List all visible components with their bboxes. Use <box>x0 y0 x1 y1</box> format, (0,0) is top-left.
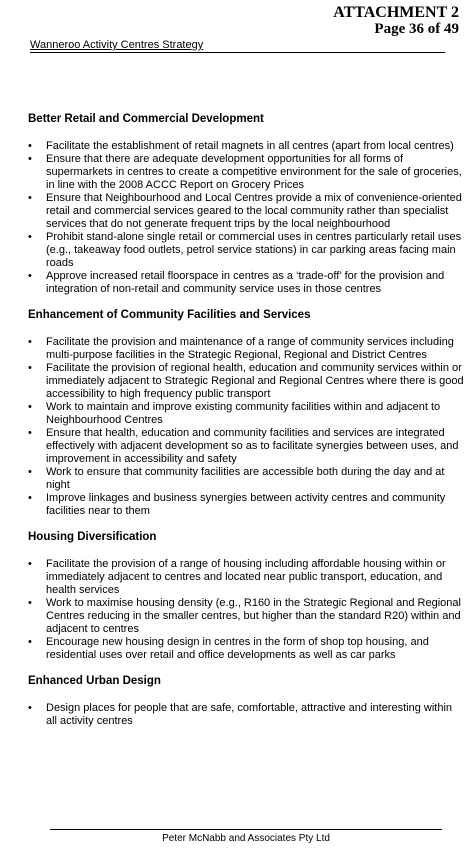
footer-text: Peter McNabb and Associates Pty Ltd <box>162 833 330 844</box>
page-header <box>30 38 445 53</box>
section-urban-design <box>28 674 466 728</box>
list-item: • Ensure that health, education and community facilities and services are integrated effectively with adjacent development so as to facilitate synergies between uses, and improvement in accessibility and safety <box>28 427 466 466</box>
bullet-list <box>28 140 466 296</box>
list-item: • Work to ensure that community facilities are accessible both during the day and at night <box>28 466 466 492</box>
section-heading: Housing Diversification <box>28 531 157 543</box>
list-item: • Work to maintain and improve existing community facilities within and adjacent to Neighbourhood Centres <box>28 401 466 427</box>
list-item: • Ensure that there are adequate development opportunities for all forms of supermarkets in centres to create a competitive environment for the sale of groceries, in line with the 2008 ACCC Report on Grocery Prices <box>28 153 466 192</box>
list-item: • Design places for people that are safe, comfortable, attractive and interesting within all activity centres <box>28 702 466 728</box>
attachment-stamp <box>333 4 459 38</box>
section-heading: Enhanced Urban Design <box>28 675 161 687</box>
section-community <box>28 308 466 518</box>
list-item: • Work to maximise housing density (e.g., R160 in the Strategic Regional and Regional Centres reducing in the smaller centres, but higher than the standard R20) within and adjacent to centres <box>28 597 466 636</box>
document-body <box>28 112 466 740</box>
section-heading: Better Retail and Commercial Development <box>28 113 264 125</box>
list-item: • Facilitate the establishment of retail magnets in all centres (apart from local centres) <box>28 140 466 153</box>
list-item: • Encourage new housing design in centres in the form of shop top housing, and residential uses over retail and office developments as well as car parks <box>28 636 466 662</box>
list-item: • Improve linkages and business synergies between activity centres and community facilities near to them <box>28 492 466 518</box>
list-item: • Facilitate the provision and maintenance of a range of community services including multi-purpose facilities in the Strategic Regional, Regional and District Centres <box>28 336 466 362</box>
section-retail <box>28 112 466 296</box>
list-item: • Approve increased retail floorspace in centres as a ‘trade-off’ for the provision and integration of non-retail and community service uses in those centres <box>28 270 466 296</box>
bullet-list <box>28 558 466 662</box>
attachment-title: ATTACHMENT 2 <box>333 4 459 21</box>
list-item: • Ensure that Neighbourhood and Local Centres provide a mix of convenience-oriented retail and commercial services geared to the local community rather than specialist services that do not generate frequent trips by the local neighbourhood <box>28 192 466 231</box>
bullet-list <box>28 336 466 518</box>
section-housing <box>28 530 466 662</box>
page-counter: Page 36 of 49 <box>374 21 459 37</box>
section-heading: Enhancement of Community Facilities and Services <box>28 309 311 321</box>
bullet-list <box>28 702 466 728</box>
list-item: • Facilitate the provision of a range of housing including affordable housing within or immediately adjacent to centres and located near public transport, education, and health services <box>28 558 466 597</box>
document-title: Wanneroo Activity Centres Strategy <box>30 39 204 51</box>
list-item: • Facilitate the provision of regional health, education and community services within or immediately adjacent to Strategic Regional and Regional Centres where there is good accessibility to high frequency public transport <box>28 362 466 401</box>
page-footer <box>50 829 442 848</box>
list-item: • Prohibit stand-alone single retail or commercial uses in centres particularly retail uses (e.g., takeaway food outlets, petrol service stations) in car parking areas facing main roads <box>28 231 466 270</box>
